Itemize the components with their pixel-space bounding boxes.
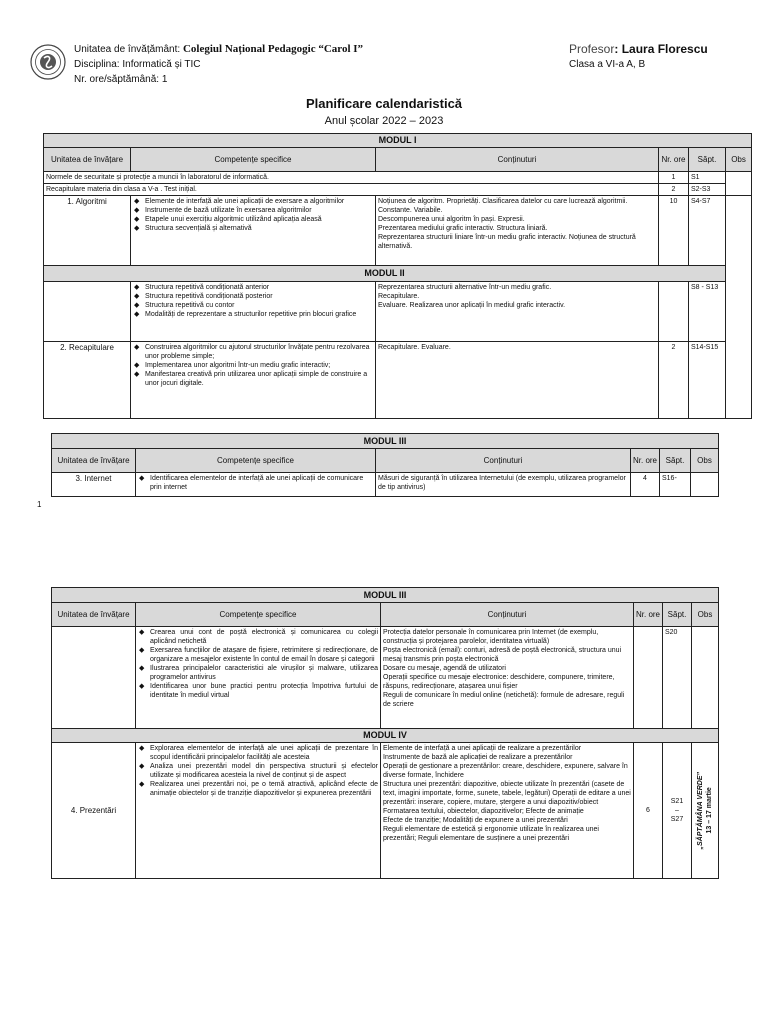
module-header: MODUL I [44,134,752,148]
table-row [44,196,752,266]
planning-table-3 [51,587,719,879]
content-cell: Măsuri de siguranță în utilizarea Internetului (de exemplu, utilizarea programelor de tip antivirus) [376,473,631,497]
col-competences: Competențe specifice [131,148,376,172]
hours-cell: 4 [631,473,660,497]
col-content: Conținuturi [376,148,659,172]
planning-table-1 [43,133,752,419]
list-item: ◆ Structura repetitivă condiționată posterior [133,292,373,301]
unit-cell: 2. Recapitulare [44,342,131,419]
col-week: Săpt. [660,449,691,473]
week-cell: S20 [663,627,692,729]
school-name: Colegiul Național Pedagogic “Carol I” [182,43,364,55]
col-content: Conținuturi [381,603,634,627]
competences-cell [136,627,381,729]
list-item: ◆ Manifestarea creativă prin utilizarea unor aplicații simple de construire a unor jocuri digitale. [133,370,373,388]
list-item: ◆ Modalități de reprezentare a structurilor repetitive prin blocuri grafice [133,310,373,319]
col-obs: Obs [692,603,719,627]
content-cell: Elemente de interfață a unei aplicații de realizare a prezentărilor Instrumente de bază ale aplicației de realizare a prezentărilor Operații de gestionare a prezentărilor: creare, deschidere, expunere, salvare în diverse formate, închidere Structura unei prezentări: diapozitive, obiecte utilizate în prezentări (casete de text, imagini importate, forme, sunete, tabele, legături) Operații de editare a unei prezentări: inserare, copiere, mutare, ștergere a unui diapozitiv/obiect Formatarea textului, obiectelor, diapozitivelor; Efecte de animație Efecte de tranziție; Modalități de expunere a unei prezentări Reguli elementare de estetică și ergonomie utilizate în realizarea unei prezentări; Reguli elementare de susținere a unei prezentări [381,743,634,879]
week-cell: S21 – S27 [663,743,692,879]
content-cell: Protecția datelor personale în comunicarea prin Internet (de exemplu, construcția și protejarea parolelor, identitatea virtuală) Poșta electronică (email): conturi, adresă de poștă electronică, structura unui mesaj transmis prin poșta electronică Dosare cu mesaje, agendă de utilizatori Operații specifice cu mesaje electronice: deschidere, compunere, trimitere, răspuns, redirecționare, atașarea unui fișier Reguli de comunicare în mediul online (netichetă): formule de adresare, reguli de scriere [381,627,634,729]
content-cell: Recapitulare. Evaluare. [376,342,659,419]
table-row [52,627,719,729]
week-cell: S4-S7 [689,196,726,266]
col-hours: Nr. ore [631,449,660,473]
row-hours: 1 [659,172,689,184]
unit-cell: 1. Algoritmi [44,196,131,266]
obs-note: „SĂPTĂMÂNA VERDE” 13 – 17 martie [697,771,713,850]
school-label: Unitatea de învățământ: [74,44,183,55]
col-unit: Unitatea de învățare [52,449,136,473]
list-item: ◆ Structura secvențială și alternativă [133,224,373,233]
list-item: ◆ Exersarea funcțiilor de atașare de fișiere, retrimitere și redirecționare, de organizare a mesajelor existente în contul de email în dosare și categorii [138,646,378,664]
row-text: Recapitulare materia din clasa a V-a . Test inițial. [44,184,659,196]
row-text: Normele de securitate și protecție a muncii în laboratorul de informatică. [44,172,659,184]
table-row [44,342,752,419]
school-logo [30,44,66,80]
list-item: ◆ Ilustrarea principalelor caracteristici ale virușilor și malware, utilizarea programelor antivirus [138,664,378,682]
table-row [44,172,752,184]
list-item: ◆ Crearea unui cont de poștă electronică și comunicarea cu colegii aplicând netichetă [138,628,378,646]
competences-cell [136,473,376,497]
list-item: ◆ Structura repetitivă cu contor [133,301,373,310]
list-item: ◆ Realizarea unei prezentări noi, pe o temă atractivă, aplicând efecte de animație obiectelor și de tranziție diapozitivelor și expunerea prezentării [138,780,378,798]
competences-cell [131,342,376,419]
table-row [44,282,752,342]
list-item: ◆ Elemente de interfață ale unei aplicații de exersare a algoritmilor [133,197,373,206]
list-item: ◆ Identificarea elementelor de interfață ale unei aplicații de comunicare prin internet [138,474,373,492]
document-subtitle: Anul școlar 2022 – 2023 [324,115,444,127]
row-week: S1 [689,172,726,184]
table-row [52,743,719,879]
list-item: ◆ Explorarea elementelor de interfață ale unei aplicații de prezentare în scopul identificării principalelor facilități ale acesteia [138,744,378,762]
content-cell: Reprezentarea structurii alternative într-un mediu grafic. Recapitulare. Evaluare. Realizarea unor aplicații în mediul grafic interactiv. [376,282,659,342]
col-unit: Unitatea de învățare [52,603,136,627]
obs-cell [692,743,719,879]
content-cell: Noțiunea de algoritm. Proprietăți. Clasificarea datelor cu care lucrează algoritmii. Constante. Variabile. Descompunerea unui algoritm în pași. Expresii. Prezentarea mediului grafic interactiv. Structura liniară. Reprezentarea structurii liniare într-un mediu grafic interactiv. Noțiunea de structură alternativă. [376,196,659,266]
hours-cell: 6 [634,743,663,879]
hours-line: Nr. ore/săptămână: 1 [74,74,168,85]
planning-table-2 [51,433,719,497]
col-hours: Nr. ore [659,148,689,172]
list-item: ◆ Construirea algoritmilor cu ajutorul structurilor învățate pentru rezolvarea unor probleme simple; [133,343,373,361]
subject-line: Disciplina: Informatică și TIC [74,59,201,70]
col-hours: Nr. ore [634,603,663,627]
page-number: 1 [37,500,42,509]
col-competences: Competențe specifice [136,449,376,473]
row-hours: 2 [659,184,689,196]
teacher-name: : Laura Florescu [614,42,708,56]
col-unit: Unitatea de învățare [44,148,131,172]
unit-cell: 3. Internet [52,473,136,497]
list-item: ◆ Instrumente de bază utilizate în exersarea algoritmilor [133,206,373,215]
module-header: MODUL IV [52,729,719,743]
competences-cell [131,282,376,342]
table-row [44,184,752,196]
col-content: Conținuturi [376,449,631,473]
module-header: MODUL III [52,434,719,449]
competences-cell [136,743,381,879]
competences-cell [131,196,376,266]
hours-cell: 2 [659,342,689,419]
list-item: ◆ Identificarea unor bune practici pentru protecția împotriva furtului de identitate în mediul virtual [138,682,378,700]
list-item: ◆ Etapele unui exercițiu algoritmic utilizând aplicația aleasă [133,215,373,224]
hours-cell: 10 [659,196,689,266]
classes-line: Clasa a VI-a A, B [569,59,646,70]
col-week: Săpt. [689,148,726,172]
module-header: MODUL II [44,266,726,282]
col-competences: Competențe specifice [136,603,381,627]
module-header: MODUL III [52,588,719,603]
unit-cell: 4. Prezentări [52,743,136,879]
week-cell: S16- [660,473,691,497]
school-info [74,42,363,87]
row-week: S2-S3 [689,184,726,196]
col-obs: Obs [691,449,719,473]
table-row [52,473,719,497]
document-header [30,42,740,92]
col-week: Săpt. [663,603,692,627]
list-item: ◆ Structura repetitivă condiționată anterior [133,283,373,292]
document-title: Planificare calendaristică [305,96,463,111]
teacher-label: Profesor [569,42,615,56]
list-item: ◆ Implementarea unor algoritmi într-un mediu grafic interactiv; [133,361,373,370]
col-obs: Obs [726,148,752,172]
teacher-info [569,42,708,72]
week-cell: S8 - S13 [689,282,726,342]
week-cell: S14-S15 [689,342,726,419]
list-item: ◆ Analiza unei prezentări model din perspectiva structurii și efectelor utilizate și modificarea acesteia la nivel de conținut și de aspect [138,762,378,780]
